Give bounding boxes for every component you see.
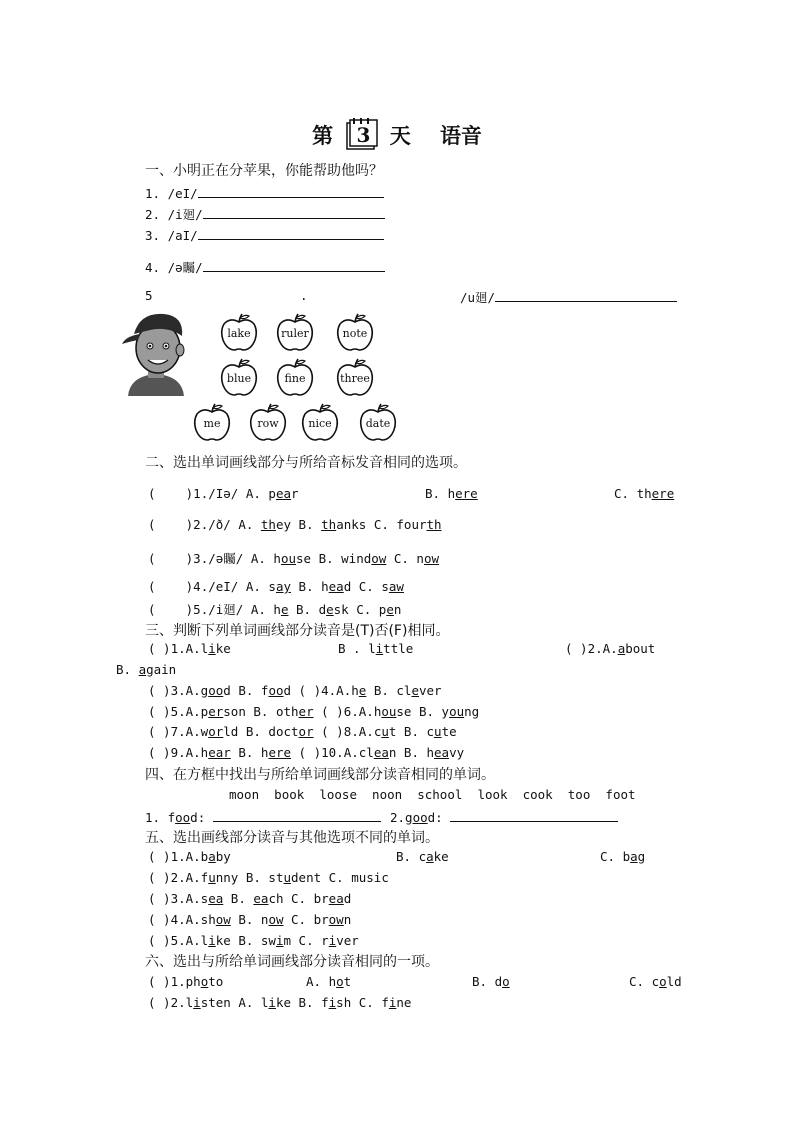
word: noon xyxy=(372,787,403,802)
apple-card[interactable] xyxy=(335,358,375,398)
word: foot xyxy=(605,787,636,802)
s4-heading: 四、在方框中找出与所给单词画线部分读音相同的单词。 xyxy=(145,767,495,783)
answer-blank[interactable] xyxy=(495,288,677,302)
answer-blank[interactable] xyxy=(450,808,618,822)
s5-q5: ( )5.A.like B. swim C. river xyxy=(148,933,359,948)
s6-q2: ( )2.listen A. like B. fish C. fine xyxy=(148,995,412,1010)
answer-blank[interactable] xyxy=(198,184,384,198)
s3-heading: 三、判断下列单词画线部分读音是(T)否(F)相同。 xyxy=(145,623,450,639)
s3-q2-b: B. again xyxy=(116,662,177,677)
s3-row-5: ( )9.A.hear B. here ( )10.A.clean B. heavy xyxy=(148,745,465,760)
apple-word: row xyxy=(257,417,279,430)
apple-card[interactable] xyxy=(335,313,375,353)
s2-q1: ( )1./Iə/ A. pear xyxy=(148,486,299,501)
s1-item-5: /u廻/ xyxy=(460,288,677,306)
apple-card[interactable] xyxy=(275,358,315,398)
s2-q1-c: C. there xyxy=(614,486,675,501)
calendar-icon xyxy=(344,118,378,152)
word: look xyxy=(477,787,508,802)
s4-word-box xyxy=(229,787,636,802)
apple-word: ruler xyxy=(281,327,309,340)
answer-blank[interactable] xyxy=(213,808,381,822)
word: book xyxy=(274,787,305,802)
apple-word: fine xyxy=(284,372,306,385)
apple-card[interactable] xyxy=(300,403,340,443)
answer-blank[interactable] xyxy=(198,226,384,240)
s1-item-4: 4. /ə矚/ xyxy=(145,258,385,276)
word: moon xyxy=(229,787,260,802)
s3-row-4: ( )7.A.world B. doctor ( )8.A.cut B. cute xyxy=(148,724,457,739)
title-pre: 第 xyxy=(312,124,334,148)
s5-q4: ( )4.A.show B. now C. brown xyxy=(148,912,352,927)
s6-q1-c: B. do xyxy=(472,974,510,989)
s5-q1-b: B. cake xyxy=(396,849,449,864)
s3-row-2: ( )3.A.good B. food ( )4.A.he B. clever xyxy=(148,683,442,698)
s3-row-3: ( )5.A.person B. other ( )6.A.house B. young xyxy=(148,704,480,719)
s5-q1-c: C. bag xyxy=(600,849,646,864)
s6-heading: 六、选出与所给单词画线部分读音相同的一项。 xyxy=(145,954,439,970)
s2-q5: ( )5./i廻/ A. he B. desk C. pen xyxy=(148,602,402,617)
s6-q1-a: ( )1.photo xyxy=(148,974,224,989)
s3-q1-a: ( )1.A.like xyxy=(148,641,231,656)
apple-word: lake xyxy=(227,327,251,340)
apple-card[interactable] xyxy=(192,403,232,443)
title-day-number: 3 xyxy=(356,123,371,147)
s1-item-5-dot: . xyxy=(300,288,308,303)
apple-word: date xyxy=(365,417,391,430)
s4-q1: 1. food: xyxy=(145,808,381,825)
s6-q1-b: A. hot xyxy=(306,974,352,989)
word: school xyxy=(417,787,463,802)
s1-item-5-num: 5 xyxy=(145,288,153,303)
boy-illustration xyxy=(120,308,192,396)
s5-q2: ( )2.A.funny B. student C. music xyxy=(148,870,389,885)
word: loose xyxy=(319,787,357,802)
apple-word: note xyxy=(342,327,368,340)
s3-q2-a: ( )2.A.about xyxy=(565,641,656,656)
title-topic: 语音 xyxy=(439,124,482,148)
s5-heading: 五、选出画线部分读音与其他选项不同的单词。 xyxy=(145,830,439,846)
apple-word: blue xyxy=(226,372,252,385)
s2-q4: ( )4./eI/ A. say B. head C. saw xyxy=(148,579,404,594)
apple-card[interactable] xyxy=(275,313,315,353)
s1-heading: 一、小明正在分苹果，你能帮助他吗？ xyxy=(145,163,383,179)
s1-item-3: 3. /aI/ xyxy=(145,226,384,243)
s2-q1-b: B. here xyxy=(425,486,478,501)
apple-word: me xyxy=(203,417,221,430)
word: too xyxy=(567,787,591,802)
s6-q1-d: C. cold xyxy=(629,974,682,989)
answer-blank[interactable] xyxy=(203,258,385,272)
apple-card[interactable] xyxy=(248,403,288,443)
s2-heading: 二、选出单词画线部分与所给音标发音相同的选项。 xyxy=(145,455,467,471)
s2-q3: ( )3./ə矚/ A. house B. window C. now xyxy=(148,551,440,566)
s5-q1-a: ( )1.A.baby xyxy=(148,849,231,864)
apple-card[interactable] xyxy=(219,358,259,398)
s1-item-2: 2. /i廻/ xyxy=(145,205,385,223)
s1-item-1: 1. /eI/ xyxy=(145,184,384,201)
s5-q3: ( )3.A.sea B. each C. bread xyxy=(148,891,352,906)
apple-card[interactable] xyxy=(358,403,398,443)
s3-q1-b: B . little xyxy=(338,641,414,656)
s2-q2: ( )2./ð/ A. they B. thanks C. fourth xyxy=(148,517,442,532)
s4-q2: 2.good: xyxy=(390,808,618,825)
apple-word: three xyxy=(340,372,370,385)
page-title xyxy=(0,118,794,152)
answer-blank[interactable] xyxy=(203,205,385,219)
apple-word: nice xyxy=(308,417,332,430)
apple-card[interactable] xyxy=(219,313,259,353)
title-post: 天 xyxy=(389,124,411,148)
word: cook xyxy=(522,787,553,802)
